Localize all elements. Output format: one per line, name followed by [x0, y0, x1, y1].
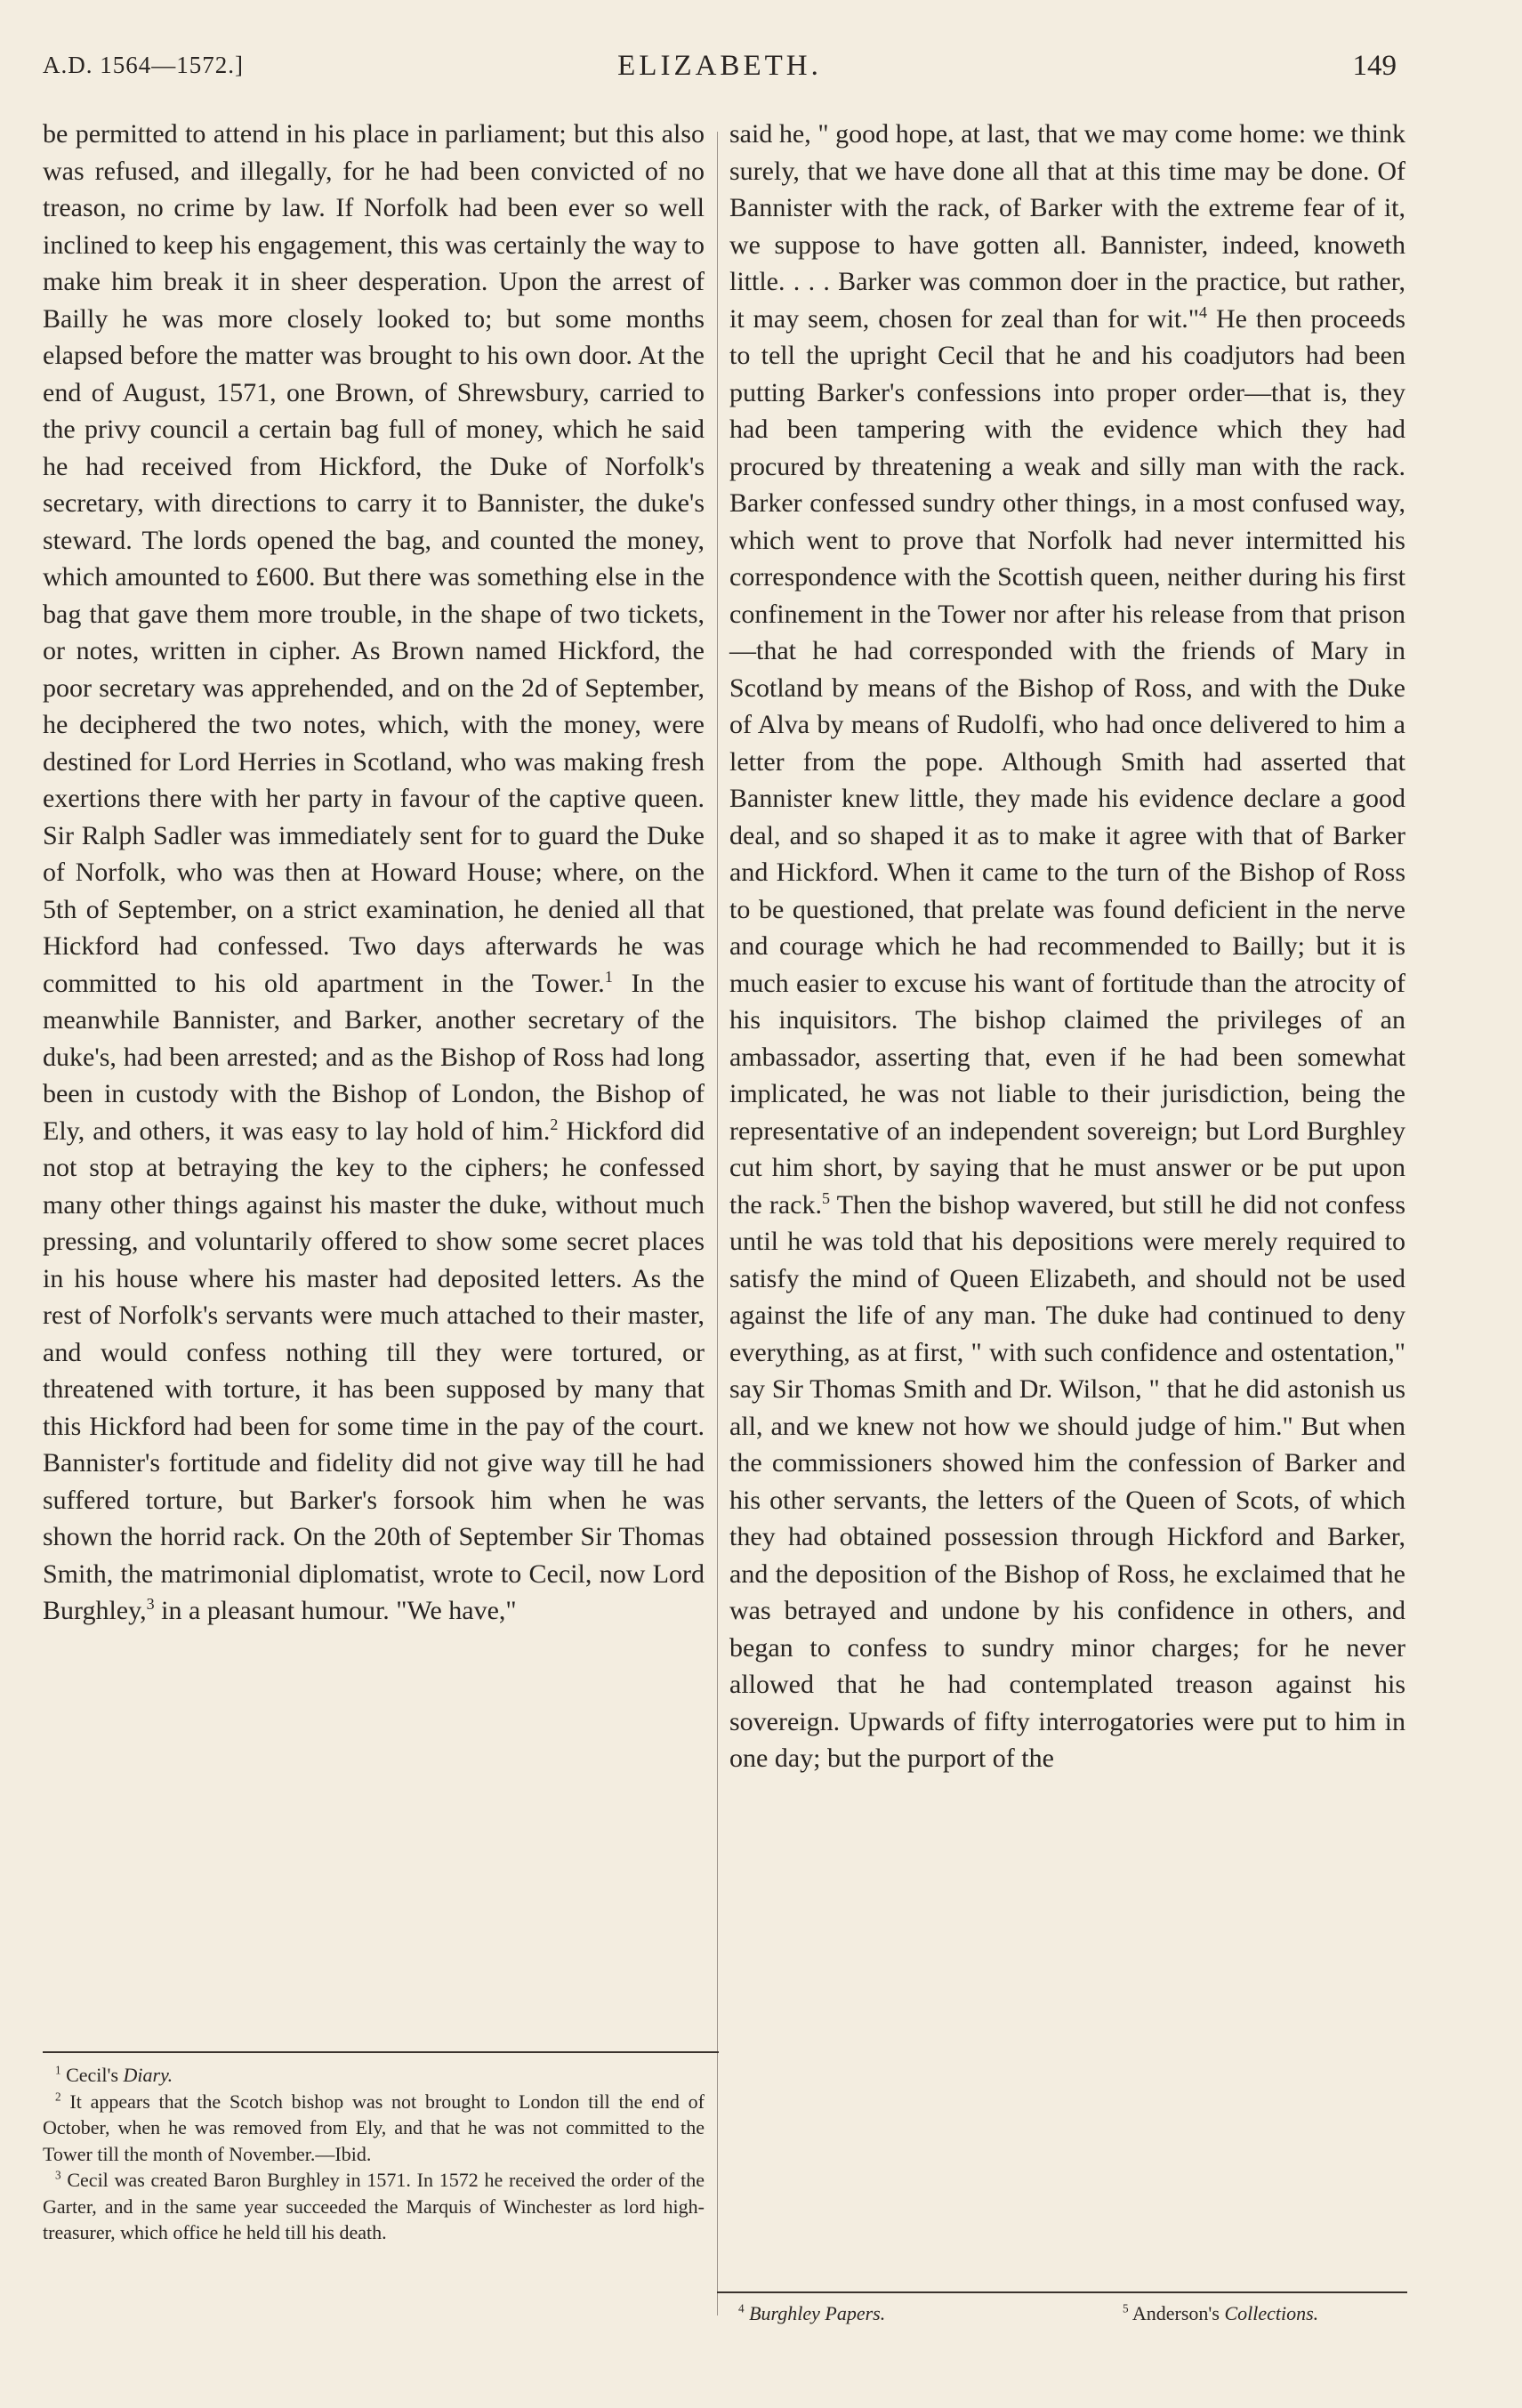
text-run: said he, " good hope, at last, that we may come home: we think surely, that we have done all that at this time may be done. Of Bannister with the rack, of Barker with the extreme fear of it, we suppose to have gotten all. Bannister, indeed, knoweth little. . . . Barker was common doer in the practice, but rather, it may seem, chosen for zeal than for wit.": [729, 119, 1405, 334]
footnote-mark: 1: [55, 2063, 61, 2077]
footnote-rule-left: [43, 2051, 719, 2053]
footnote-ref: 1: [604, 967, 613, 986]
footnote-rule-right: [717, 2291, 1407, 2293]
footnotes-right: [738, 2302, 1397, 2332]
header-dates: A.D. 1564—1572.]: [43, 52, 244, 78]
text-run: He then proceeds to tell the upright Cecil that he and his coadjutors had been putting Barker's confessions into proper order—that is, they had been tampering with the evidence which they had procured by threatening a weak and silly man with the rack. Barker confessed sundry other things, in a most confused way, which went to prove that Norfolk had never intermitted his correspondence with the Scottish queen, neither during his first confinement in the Tower nor after his release from that prison—that he had corresponded with the friends of Mary in Scotland by means of the Bishop of Ross, and with the Duke of Alva by means of Rudolfi, who had once delivered to him a letter from the pope. Although Smith had asserted that Bannister knew little, they made his evidence declare a good deal, and so shaped it as to make it agree with that of Barker and Hickford. When it came to the turn of the Bishop of Ross to be questioned, that prelate was found deficient in the nerve and courage which he had recommended to Bailly; but it is much easier to excuse his want of fortitude than the atrocity of his inquisitors. The bishop claimed the privileges of an ambassador, asserting that, even if he had been somewhat implicated, he was not liable to their jurisdiction, being the representative of an independent sovereign; but Lord Burghley cut him short, by saying that he must answer or be put upon the rack.: [729, 303, 1405, 1220]
footnote-ref: 2: [550, 1115, 559, 1133]
text-run: In the meanwhile Bannister, and Barker, another secretary of the duke's, had been arrested; and as the Bishop of Ross had long been in custody with the Bishop of London, the Bishop of Ely, and others, it was easy to lay hold of him.: [43, 968, 705, 1146]
left-column: [43, 116, 705, 1630]
header-title: ELIZABETH.: [617, 50, 822, 82]
text-run: in a pleasant humour. "We have,": [161, 1596, 517, 1625]
running-header: [43, 52, 1397, 87]
right-column: [729, 116, 1405, 1777]
text-run: Hickford did not stop at betraying the key to the ciphers; he confessed many other things against his master the duke, without much pressing, and voluntarily offered to show some secret places in his house where his master had deposited letters. As the rest of Norfolk's servants were much attached to their master, and would confess nothing till they were tortured, or threatened with torture, it has been supposed by many that this Hickford had been for some time in the pay of the court. Bannister's fortitude and fidelity did not give way till he had suffered torture, but Barker's forsook him when he was shown the horrid rack. On the 20th of September Sir Thomas Smith, the matrimonial diplomatist, wrote to Cecil, now Lord Burghley,: [43, 1115, 705, 1625]
footnote-text: It appears that the Scotch bishop was not brought to London till the end of October, when he was removed from Ely, and that he was not committed to the Tower till the month of November.—Ibid.: [43, 2090, 705, 2165]
footnote-5: [1123, 2302, 1318, 2325]
text-run: Then the bishop wavered, but still he did not confess until he was told that his depositions were merely required to satisfy the mind of Queen Elizabeth, and should not be used against the life of any man. The duke had continued to deny everything, as at first, " with such confidence and ostentation," say Sir Thomas Smith and Dr. Wilson, " that he did astonish us all, and we knew not how we should judge of him." But when the commissioners showed him the confession of Barker and his other servants, the letters of the Queen of Scots, of which they had obtained possession through Hickford and Barker, and the deposition of the Bishop of Ross, he exclaimed that he was betrayed and undone by his confidence in others, and began to confess to sundry minor charges; for he never allowed that he had contemplated treason against his sovereign. Upwards of fifty interrogatories were put to him in one day; but the purport of the: [729, 1189, 1405, 1773]
footnote-mark: 4: [738, 2301, 745, 2315]
footnote-italic: Burghley Papers.: [749, 2302, 886, 2324]
footnotes-left: [43, 2062, 705, 2246]
footnote-mark: 5: [1123, 2301, 1129, 2315]
footnote-italic: Diary.: [123, 2064, 173, 2086]
footnote-text: Anderson's: [1131, 2302, 1225, 2324]
footnote-ref: 3: [146, 1595, 155, 1613]
footnote-mark: 3: [55, 2168, 61, 2182]
right-paragraph: [729, 116, 1405, 1777]
footnote-3: [43, 2167, 705, 2246]
footnote-ref: 4: [1199, 302, 1208, 321]
text-run: be permitted to attend in his place in parliament; but this also was refused, and illegally, for he had been convicted of no treason, no crime by law. If Norfolk had been ever so well inclined to keep his engagement, this was certainly the way to make him break it in sheer desperation. Upon the arrest of Bailly he was more closely looked to; but some months elapsed before the matter was brought to his own door. At the end of August, 1571, one Brown, of Shrewsbury, carried to the privy council a certain bag full of money, which he said he had received from Hickford, the Duke of Norfolk's secretary, with directions to carry it to Bannister, the duke's steward. The lords opened the bag, and counted the money, which amounted to £600. But there was something else in the bag that gave them more trouble, in the shape of two tickets, or notes, written in cipher. As Brown named Hickford, the poor secretary was apprehended, and on the 2d of September, he deciphered the two notes, which, with the money, were destined for Lord Herries in Scotland, who was making fresh exertions there with her party in favour of the captive queen. Sir Ralph Sadler was immediately sent for to guard the Duke of Norfolk, who was then at Howard House; where, on the 5th of September, on a strict examination, he denied all that Hickford had confessed. Two days afterwards he was committed to his old apartment in the Tower.: [43, 119, 705, 998]
footnote-1: [43, 2062, 705, 2089]
footnote-2: [43, 2089, 705, 2168]
footnote-ref: 5: [821, 1188, 830, 1207]
column-divider: [717, 132, 718, 2315]
footnote-4: [738, 2302, 885, 2325]
footnote-text: Cecil's: [66, 2064, 124, 2086]
footnote-mark: 2: [55, 2090, 61, 2104]
footnote-text: Cecil was created Baron Burghley in 1571. In 1572 he received the order of the Garter, and in the same year succeeded the Marquis of Winchester as lord high-treasurer, which office he held till his death.: [43, 2169, 705, 2243]
left-paragraph: [43, 116, 705, 1630]
page-number: 149: [1352, 50, 1397, 82]
footnote-italic: Collections.: [1224, 2302, 1319, 2324]
